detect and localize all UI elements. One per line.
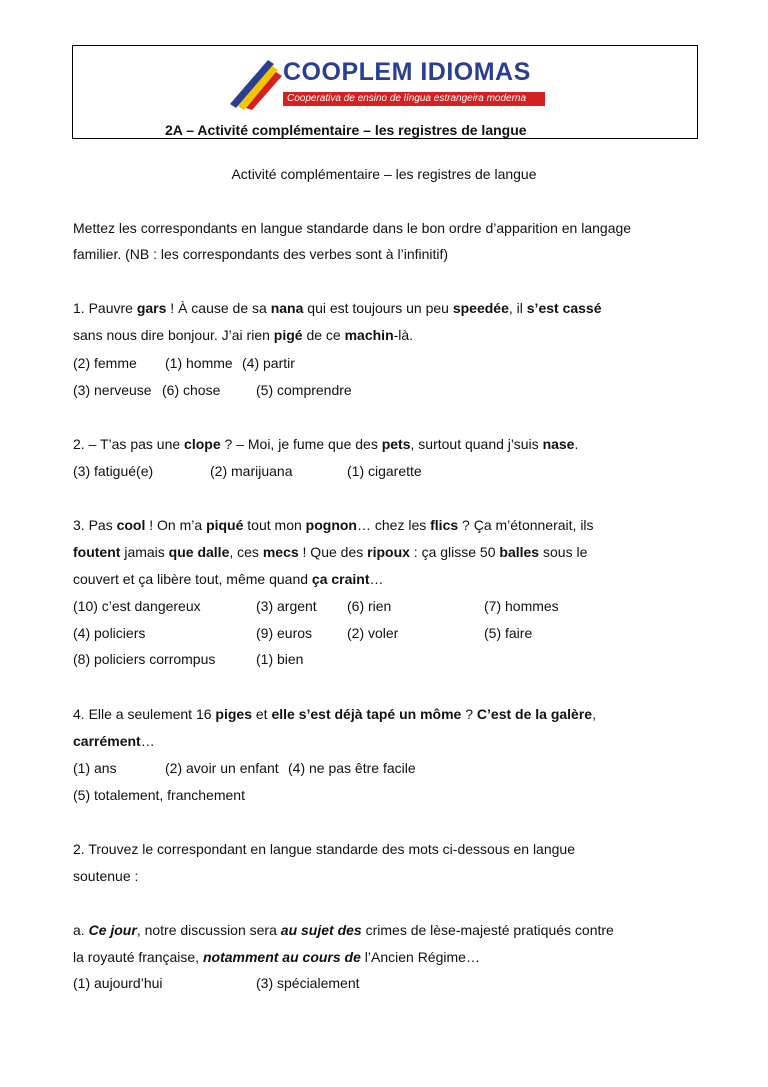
slang-word: piges	[215, 706, 252, 722]
slang-word: machin	[344, 327, 394, 343]
slang-word: cool	[116, 517, 146, 533]
slang-word: elle s’est déjà tapé un môme	[271, 706, 462, 722]
option: (1) aujourd’hui	[73, 975, 163, 991]
ex3-line-3: couvert et ça libère tout, même quand ça craint…	[73, 571, 384, 587]
option: (2) femme	[73, 355, 137, 371]
option: (4) policiers	[73, 625, 146, 641]
ex3-line-2: foutent jamais que dalle, ces mecs ! Que des ripoux : ça glisse 50 balles sous le	[73, 544, 588, 560]
part2-line-2: soutenue :	[73, 868, 139, 884]
option: (5) faire	[484, 625, 533, 641]
slang-word: pognon	[305, 517, 357, 533]
page-subtitle: Activité complémentaire – les registres de langue	[231, 166, 537, 182]
option: (1) cigarette	[347, 463, 422, 479]
option: (2) voler	[347, 625, 399, 641]
ex3-line-1: 3. Pas cool ! On m’a piqué tout mon pognon… chez les flics ? Ça m’étonnerait, ils	[73, 517, 594, 533]
option: (3) nerveuse	[73, 382, 152, 398]
option: (1) bien	[256, 651, 304, 667]
option: (10) c’est dangereux	[73, 598, 201, 614]
ex4-options-row-2: (5) totalement, franchement	[73, 787, 245, 803]
logo-stripes-icon	[228, 52, 288, 110]
slang-word: nana	[270, 300, 304, 316]
option: (6) rien	[347, 598, 392, 614]
option: (1) ans	[73, 760, 117, 776]
option: (3) spécialement	[256, 975, 360, 991]
slang-word: speedée	[452, 300, 509, 316]
slang-word: carrément	[73, 733, 141, 749]
ex4-line-1: 4. Elle a seulement 16 piges et elle s’est déjà tapé un môme ? C’est de la galère,	[73, 706, 596, 722]
instructions-line-1: Mettez les correspondants en langue standarde dans le bon ordre d’apparition en langage	[73, 220, 632, 236]
exa-line-2: la royauté française, notamment au cours de l’Ancien Régime…	[73, 949, 480, 965]
slang-word: flics	[430, 517, 459, 533]
logo	[228, 52, 548, 110]
slang-word: clope	[184, 436, 221, 452]
ex1-line-1: 1. Pauvre gars ! À cause de sa nana qui est toujours un peu speedée, il s’est cassé	[73, 300, 602, 316]
instructions-line-2: familier. (NB : les correspondants des verbes sont à l’infinitif)	[73, 246, 449, 262]
slang-word: piqué	[206, 517, 244, 533]
option: (4) partir	[242, 355, 295, 371]
header-title: 2A – Activité complémentaire – les registres de langue	[165, 122, 527, 138]
slang-word: balles	[499, 544, 540, 560]
ex1-line-2: sans nous dire bonjour. J’ai rien pigé de ce machin-là.	[73, 327, 414, 343]
option: (3) fatigué(e)	[73, 463, 154, 479]
part2-line-1: 2. Trouvez le correspondant en langue standarde des mots ci-dessous en langue	[73, 841, 575, 857]
exa-line-1: a. Ce jour, notre discussion sera au sujet des crimes de lèse-majesté pratiqués contre	[73, 922, 614, 938]
slang-word: que dalle	[168, 544, 230, 560]
formal-phrase: notamment au cours de	[202, 949, 361, 965]
option: (4) ne pas être facile	[288, 760, 416, 776]
formal-phrase: Ce jour	[88, 922, 137, 938]
option: (3) argent	[256, 598, 317, 614]
slang-word: mecs	[262, 544, 299, 560]
logo-name: COOPLEM IDIOMAS	[283, 58, 531, 86]
ex2-line-1: 2. – T’as pas une clope ? – Moi, je fume que des pets, surtout quand j’suis nase.	[73, 436, 579, 452]
logo-tagline: Cooperativa de ensino de língua estrangeira moderna	[283, 92, 545, 106]
slang-word: nase	[542, 436, 575, 452]
ex4-line-2: carrément…	[73, 733, 155, 749]
formal-phrase: au sujet des	[280, 922, 362, 938]
option: (1) homme	[165, 355, 233, 371]
header-box	[72, 45, 698, 139]
slang-word: foutent	[73, 544, 121, 560]
slang-word: ripoux	[367, 544, 410, 560]
option: (7) hommes	[484, 598, 559, 614]
option: (5) comprendre	[256, 382, 352, 398]
slang-word: C’est de la galère	[476, 706, 593, 722]
slang-word: ça craint	[311, 571, 370, 587]
option: (2) avoir un enfant	[165, 760, 279, 776]
option: (6) chose	[162, 382, 221, 398]
slang-word: s’est cassé	[526, 300, 602, 316]
option: (9) euros	[256, 625, 313, 641]
option: (2) marijuana	[210, 463, 293, 479]
slang-word: pets	[381, 436, 411, 452]
slang-word: pigé	[273, 327, 303, 343]
option: (8) policiers corrompus	[73, 651, 216, 667]
slang-word: gars	[136, 300, 167, 316]
